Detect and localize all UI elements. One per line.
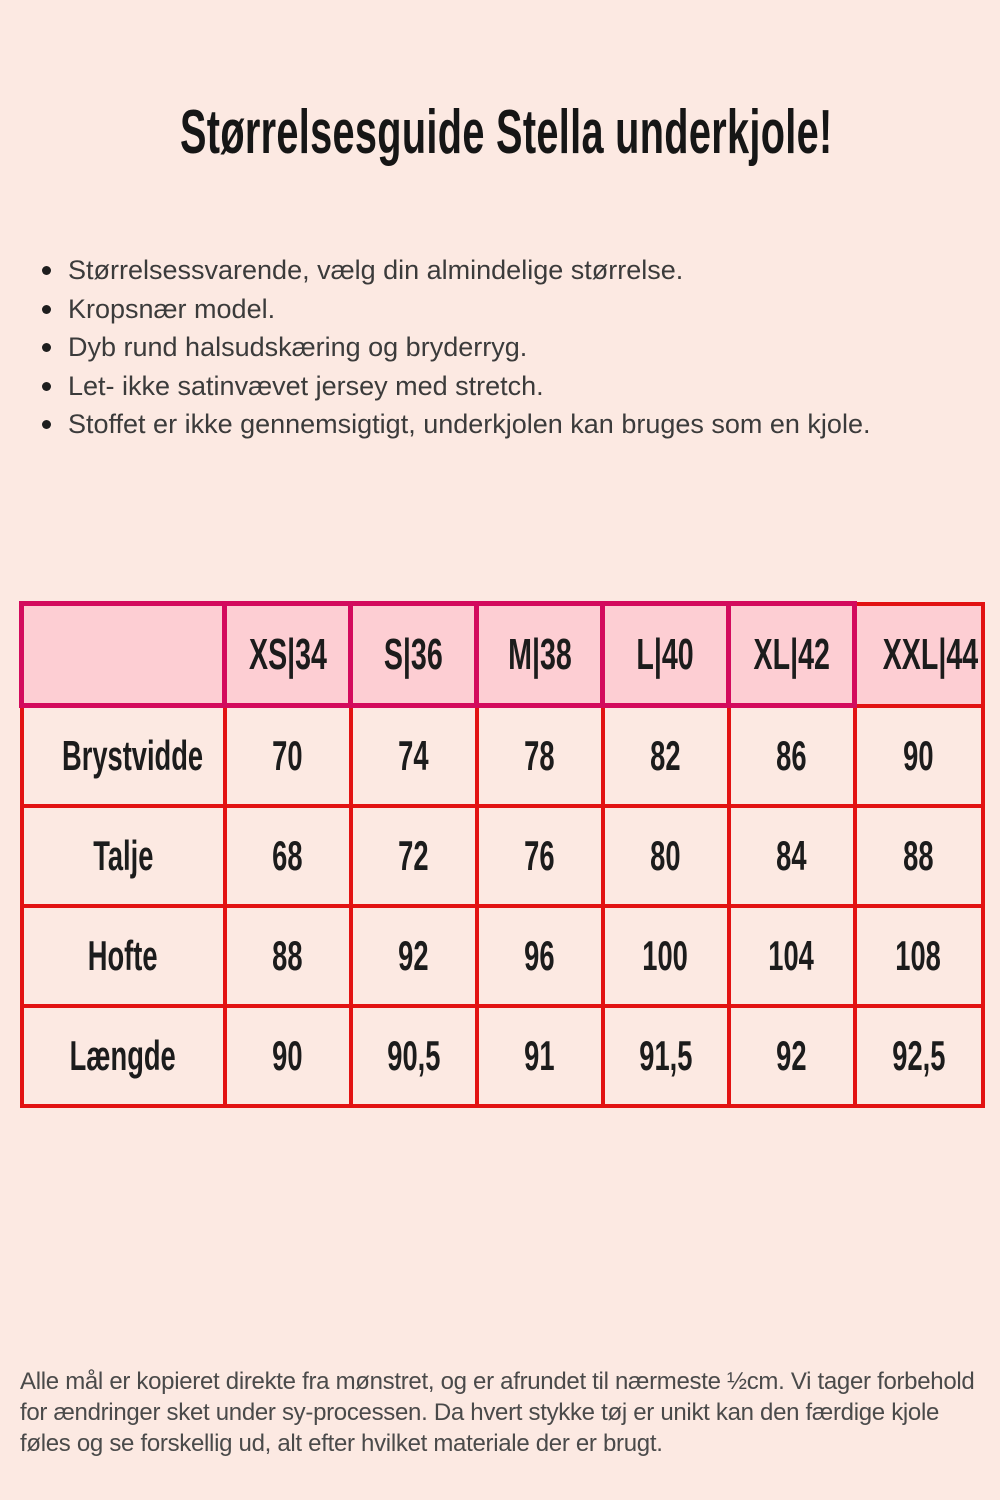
value-cell	[477, 806, 603, 906]
value-cell	[351, 706, 477, 807]
header-cell-size	[855, 604, 983, 706]
size-table	[19, 601, 985, 1108]
value-cell	[225, 806, 351, 906]
cell-text: M|38	[507, 629, 572, 679]
cell-text: 108	[895, 932, 942, 979]
list-item	[40, 290, 870, 329]
cell-text: XXL|44	[882, 629, 979, 679]
value-cell	[855, 906, 983, 1006]
row-label-cell	[22, 1006, 225, 1106]
cell-text: 96	[524, 932, 555, 979]
cell-text: Brystvidde	[61, 732, 203, 779]
bullet-icon	[42, 305, 51, 314]
value-cell	[603, 806, 729, 906]
table-row	[22, 906, 983, 1006]
value-cell	[225, 1006, 351, 1106]
value-cell	[729, 706, 855, 807]
bullet-icon	[42, 420, 51, 429]
cell-text: 100	[642, 932, 689, 979]
header-cell-empty	[22, 604, 225, 706]
cell-text: 88	[272, 932, 303, 979]
list-item-text: Størrelsessvarende, vælg din almindelige størrelse.	[68, 255, 684, 285]
value-cell	[603, 1006, 729, 1106]
value-cell	[729, 806, 855, 906]
value-cell	[603, 706, 729, 807]
cell-text: 82	[650, 732, 681, 779]
cell-text: 90,5	[386, 1032, 441, 1079]
value-cell	[729, 1006, 855, 1106]
list-item-text: Dyb rund halsudskæring og bryderryg.	[68, 332, 528, 362]
list-item-text: Kropsnær model.	[68, 293, 276, 324]
cell-text: 91,5	[638, 1032, 693, 1079]
cell-text: 76	[524, 832, 555, 879]
cell-text: 72	[398, 832, 429, 879]
value-cell	[477, 706, 603, 807]
cell-text: 91	[524, 1032, 555, 1079]
feature-list	[40, 251, 870, 444]
cell-text: 92,5	[891, 1032, 946, 1079]
header-cell-size	[603, 604, 729, 706]
header-cell-size	[729, 604, 855, 706]
table-header-row	[22, 604, 983, 706]
value-cell	[225, 706, 351, 807]
value-cell	[477, 1006, 603, 1106]
table-row	[22, 1006, 983, 1106]
value-cell	[477, 906, 603, 1006]
footer-note: Alle mål er kopieret direkte fra mønstret, og er afrundet til nærmeste ½cm. Vi tager forbehold for ændringer sket under sy-processen. Da hvert stykke tøj er unikt kan den færdige kjole føles og se forskellig ud, alt efter hvilket materiale der er brugt.	[20, 1368, 975, 1457]
cell-text: Talje	[92, 832, 154, 879]
list-item	[40, 328, 870, 367]
cell-text: 104	[768, 932, 815, 979]
row-label-cell	[22, 706, 225, 807]
cell-text: 74	[398, 732, 429, 779]
cell-text: 90	[272, 1032, 303, 1079]
cell-text: 88	[903, 832, 934, 879]
table-row	[22, 806, 983, 906]
table-row	[22, 706, 983, 807]
value-cell	[351, 1006, 477, 1106]
value-cell	[351, 806, 477, 906]
value-cell	[855, 806, 983, 906]
cell-text: L|40	[636, 629, 695, 679]
list-item-text: Let- ikke satinvævet jersey med stretch.	[68, 370, 544, 401]
cell-text: Hofte	[88, 932, 158, 979]
row-label-cell	[22, 906, 225, 1006]
header-cell-size	[477, 604, 603, 706]
cell-text: 80	[650, 832, 681, 879]
list-item-text: Stoffet er ikke gennemsigtigt, underkjolen kan bruges som en kjole.	[68, 409, 871, 439]
cell-text: 92	[776, 1032, 807, 1079]
list-item	[40, 251, 870, 290]
cell-text: Længde	[69, 1032, 177, 1079]
cell-text: 86	[776, 732, 807, 779]
value-cell	[603, 906, 729, 1006]
cell-text: 68	[272, 832, 303, 879]
list-item	[40, 405, 870, 444]
bullet-icon	[42, 266, 51, 275]
value-cell	[729, 906, 855, 1006]
header-cell-size	[351, 604, 477, 706]
page-title: Størrelsesguide Stella underkjole!	[180, 98, 833, 167]
cell-text: XS|34	[248, 629, 327, 679]
list-item	[40, 367, 870, 406]
value-cell	[351, 906, 477, 1006]
value-cell	[225, 906, 351, 1006]
value-cell	[855, 1006, 983, 1106]
cell-text: S|36	[384, 629, 443, 679]
cell-text: XL|42	[753, 629, 830, 679]
value-cell	[855, 706, 983, 807]
cell-text: 92	[398, 932, 429, 979]
header-cell-size	[225, 604, 351, 706]
cell-text: 78	[524, 732, 555, 779]
bullet-icon	[42, 343, 51, 352]
row-label-cell	[22, 806, 225, 906]
bullet-icon	[42, 382, 51, 391]
cell-text: 90	[903, 731, 934, 779]
cell-text: 70	[272, 732, 303, 779]
cell-text: 84	[776, 832, 807, 879]
